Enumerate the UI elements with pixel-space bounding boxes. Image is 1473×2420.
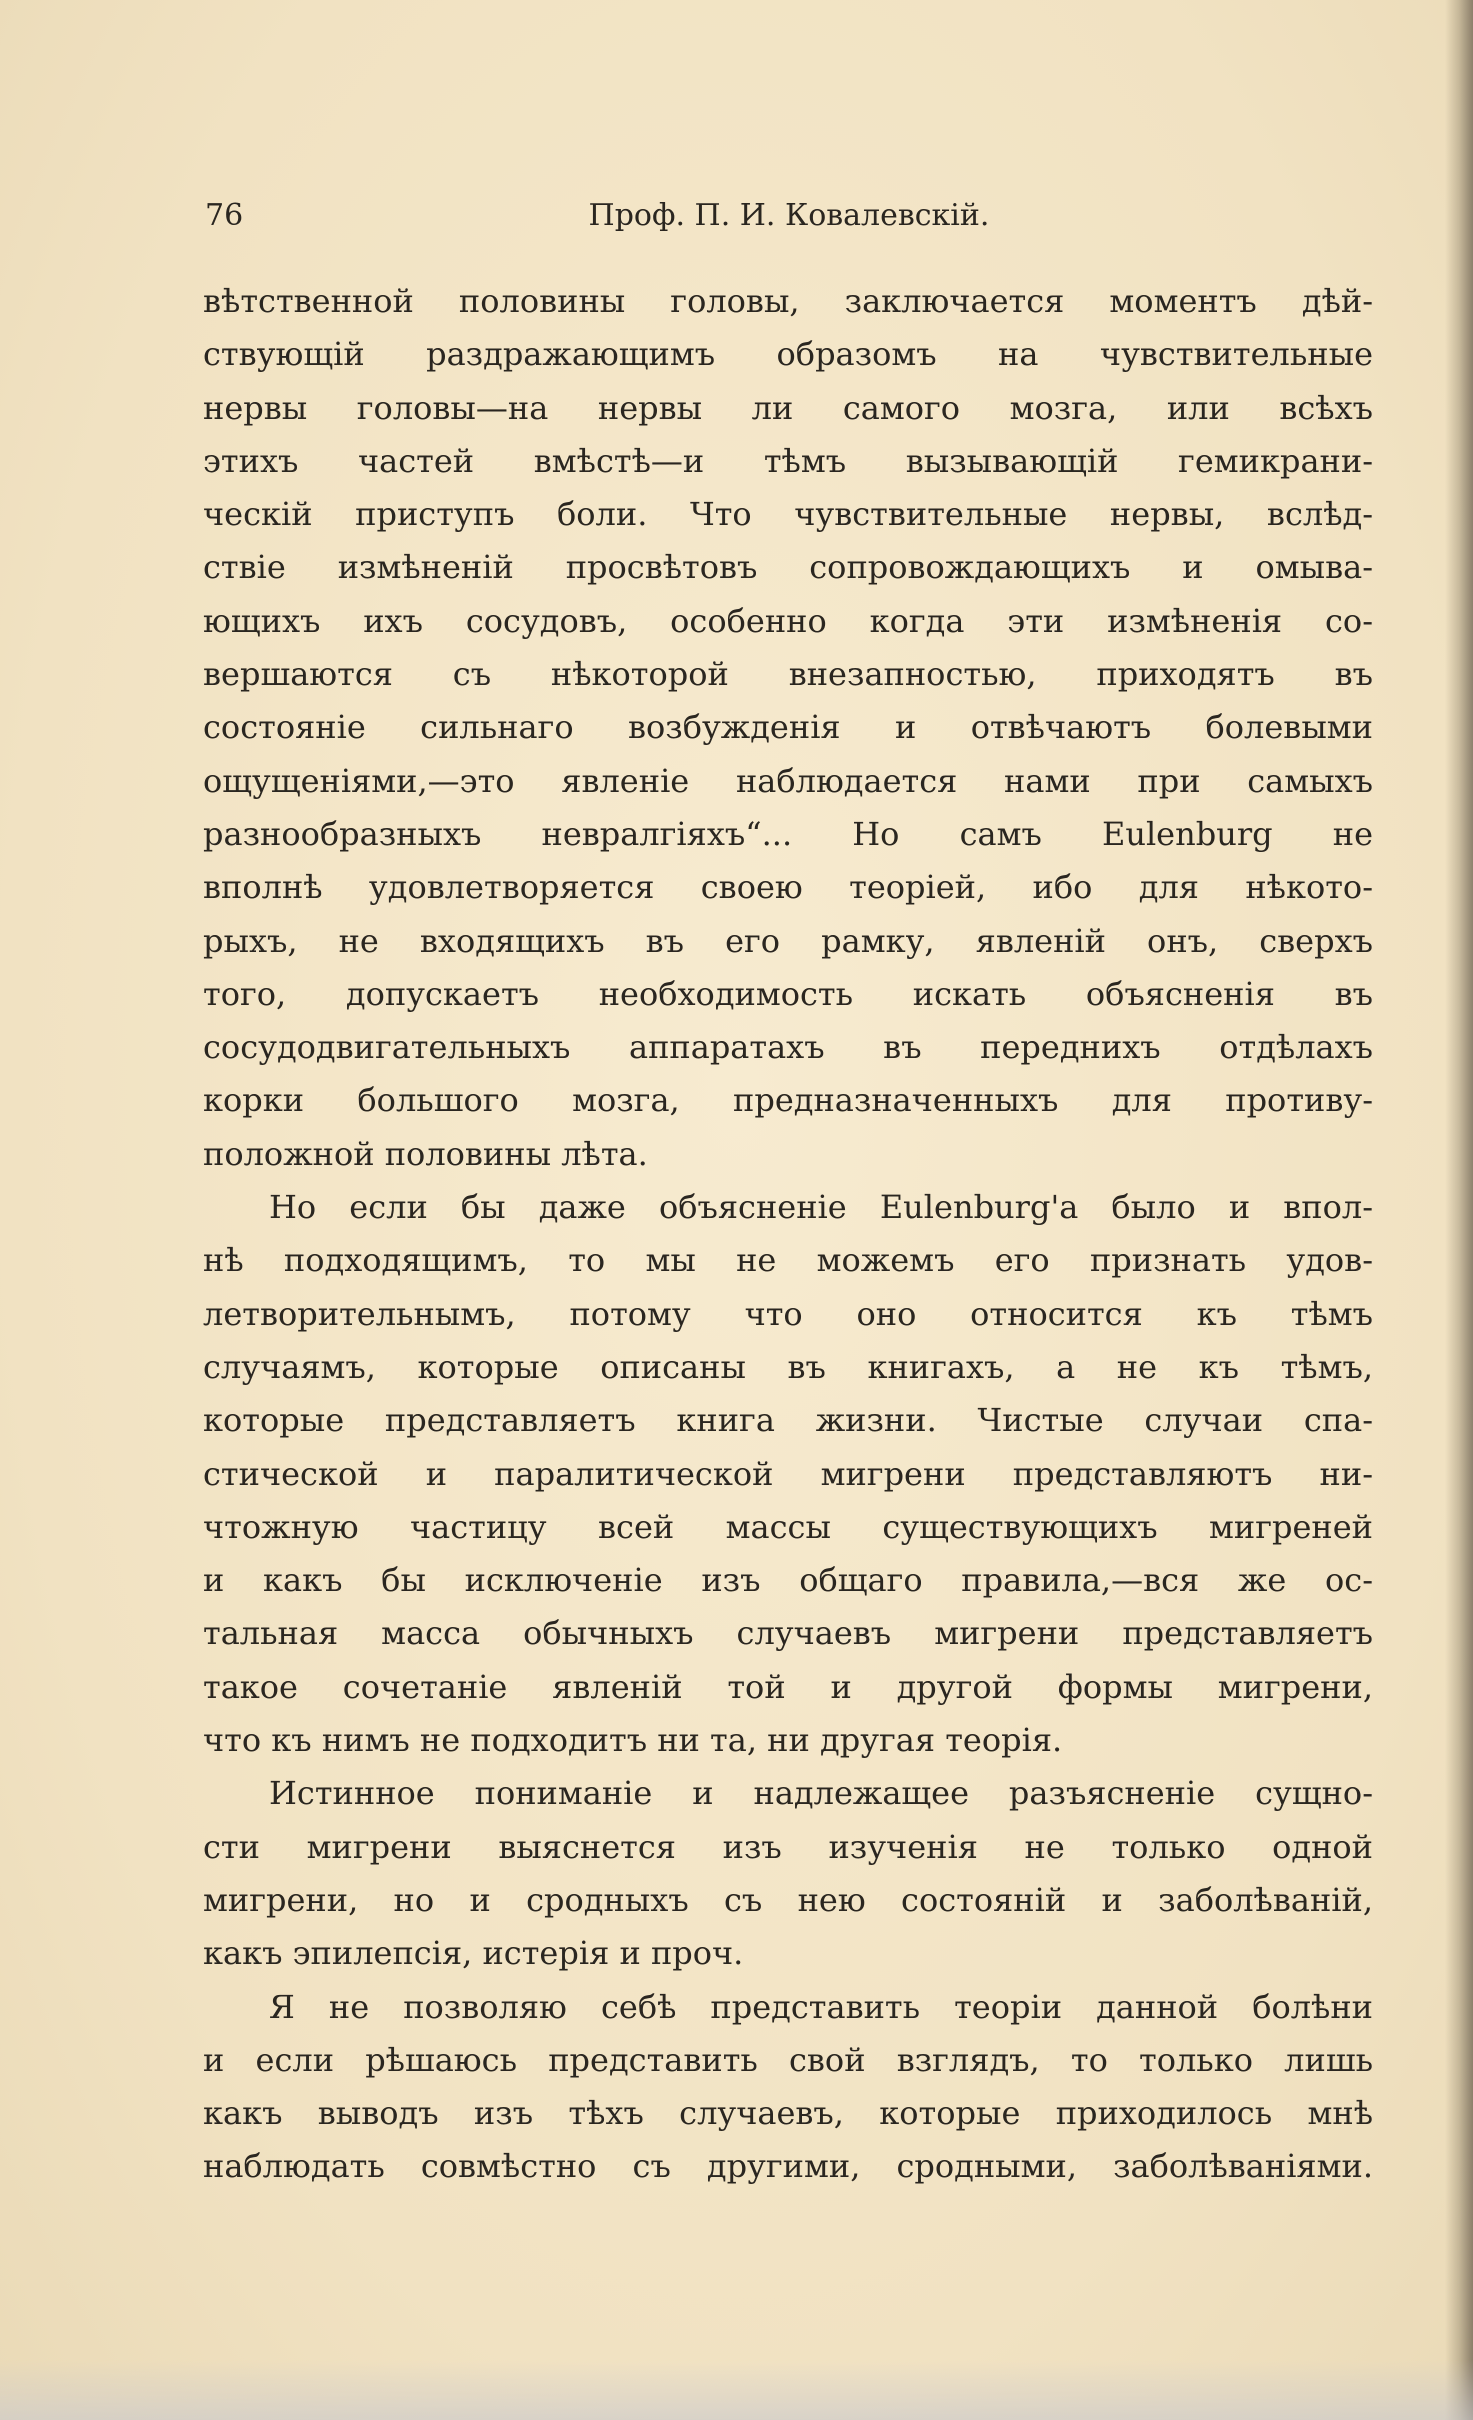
text-line: и если рѣшаюсь представить свой взглядъ, то только лишь xyxy=(203,2040,1373,2079)
text-line: чтожную частицу всей массы существующихъ мигреней xyxy=(203,1507,1373,1546)
text-line: Истинное пониманіе и надлежащее разъясненіе сущно- xyxy=(269,1774,1373,1813)
text-line: и какъ бы исключеніе изъ общаго правила,—вся же ос- xyxy=(203,1561,1373,1600)
page-number: 76 xyxy=(205,198,244,233)
text-line: того, допускаетъ необходимость искать объясненія въ xyxy=(203,974,1373,1013)
text-line: ющихъ ихъ сосудовъ, особенно когда эти измѣненія со- xyxy=(203,601,1373,640)
text-line: что къ нимъ не подходитъ ни та, ни другая теорія. xyxy=(203,1721,1063,1760)
text-line: тальная масса обычныхъ случаевъ мигрени представляетъ xyxy=(203,1614,1373,1653)
text-line: положной половины лѣта. xyxy=(203,1134,648,1173)
text-line: ощущеніями,—это явленіе наблюдается нами при самыхъ xyxy=(203,761,1373,800)
text-line: какъ эпилепсія, истерія и проч. xyxy=(203,1934,744,1973)
text-line: вѣтственной половины головы, заключается моментъ дѣй- xyxy=(203,282,1373,320)
text-line: мигрени, но и сродныхъ съ нею состояній и заболѣваній, xyxy=(203,1880,1373,1919)
text-line: вполнѣ удовлетворяется своею теоріей, ибо для нѣкото- xyxy=(203,868,1373,907)
scan-bottom-margin xyxy=(0,2360,1473,2420)
running-head: Проф. П. И. Ковалевскій. xyxy=(588,198,990,233)
text-line: ческій приступъ боли. Что чувствительные нервы, вслѣд- xyxy=(203,495,1373,534)
text-line: Но если бы даже объясненіе Eulenburg'а было и впол- xyxy=(269,1188,1373,1227)
text-line: нѣ подходящимъ, то мы не можемъ его признать удов- xyxy=(203,1241,1373,1280)
page-edge-shadow xyxy=(1445,0,1473,2420)
body-text xyxy=(203,275,1373,2194)
text-line: рыхъ, не входящихъ въ его рамку, явленій онъ, сверхъ xyxy=(203,921,1373,960)
text-line: этихъ частей вмѣстѣ—и тѣмъ вызывающій гемикрани- xyxy=(203,441,1373,480)
text-line: такое сочетаніе явленій той и другой формы мигрени, xyxy=(203,1667,1373,1706)
text-line: корки большого мозга, предназначенныхъ для противу- xyxy=(203,1081,1373,1120)
text-line: ствіе измѣненій просвѣтовъ сопровождающихъ и омыва- xyxy=(203,548,1373,587)
text-line: стической и паралитической мигрени представляютъ ни- xyxy=(203,1454,1373,1493)
text-line: сосудодвигательныхъ аппаратахъ въ переднихъ отдѣлахъ xyxy=(203,1028,1373,1067)
text-line: летворительнымъ, потому что оно относится къ тѣмъ xyxy=(203,1294,1373,1333)
page-header xyxy=(205,198,1373,238)
text-line: наблюдать совмѣстно съ другими, сродными, заболѣваніями. xyxy=(203,2147,1373,2186)
text-line: сти мигрени выяснется изъ изученія не только одной xyxy=(203,1827,1373,1866)
text-line: вершаются съ нѣкоторой внезапностью, приходятъ въ xyxy=(203,655,1373,694)
text-line: которые представляетъ книга жизни. Чистые случаи спа- xyxy=(203,1401,1373,1440)
text-line: нервы головы—на нервы ли самого мозга, или всѣхъ xyxy=(203,388,1373,427)
text-line: Я не позволяю себѣ представить теоріи данной болѣни xyxy=(269,1987,1373,2026)
text-line: состояніе сильнаго возбужденія и отвѣчаютъ болевыми xyxy=(203,708,1373,747)
text-line: разнообразныхъ невралгіяхъ“... Но самъ Eulenburg не xyxy=(203,814,1373,853)
text-line: какъ выводъ изъ тѣхъ случаевъ, которые приходилось мнѣ xyxy=(203,2094,1373,2133)
text-line: случаямъ, которые описаны въ книгахъ, а не къ тѣмъ, xyxy=(203,1347,1373,1386)
text-line: ствующій раздражающимъ образомъ на чувствительные xyxy=(203,335,1373,374)
